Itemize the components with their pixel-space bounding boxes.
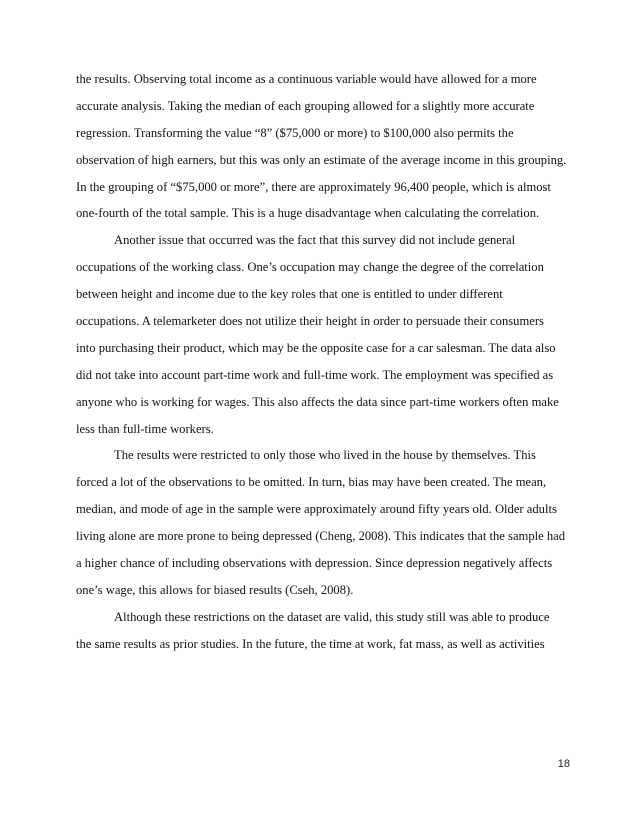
text-line: median, and mode of age in the sample were approximately around fifty years old. Older adults [76,502,557,517]
text-line: living alone are more prone to being depressed (Cheng, 2008). This indicates that the sample had [76,529,566,544]
text-line: observation of high earners, but this was only an estimate of the average income in this grouping. [76,152,567,167]
text-line: one’s wage, this allows for biased results (Cseh, 2008). [76,582,354,597]
text-line: occupations of the working class. One’s occupation may change the degree of the correlation [76,260,544,275]
text-line: the same results as prior studies. In the future, the time at work, fat mass, as well as activities [76,636,545,651]
text-line: regression. Transforming the value “8” ($75,000 or more) to $100,000 also permits the [76,125,514,140]
text-line: one-fourth of the total sample. This is a huge disadvantage when calculating the correlation. [76,206,540,221]
text-line: into purchasing their product, which may be the opposite case for a car salesman. The data also [76,340,556,355]
text-line: less than full-time workers. [76,421,214,436]
paragraph-start-line: The results were restricted to only those who lived in the house by themselves. This [114,448,536,463]
text-line: between height and income due to the key roles that one is entitled to under different [76,287,503,302]
page-number: 18 [557,758,570,770]
text-line: the results. Observing total income as a continuous variable would have allowed for a more [76,72,537,86]
text-line: accurate analysis. Taking the median of each grouping allowed for a slightly more accurate [76,98,535,113]
text-line: forced a lot of the observations to be omitted. In turn, bias may have been created. The mean, [76,475,547,490]
paragraph-start-line: Another issue that occurred was the fact that this survey did not include general [114,233,516,248]
text-line: did not take into account part-time work and full-time work. The employment was specified as [76,367,554,382]
text-line: occupations. A telemarketer does not utilize their height in order to persuade their consumers [76,314,544,329]
paragraph-start-line: Although these restrictions on the dataset are valid, this study still was able to produce [114,609,550,624]
body-text [76,66,566,658]
text-line: anyone who is working for wages. This also affects the data since part-time workers often make [76,394,559,409]
text-line: a higher chance of including observations with depression. Since depression negatively affects [76,556,553,571]
text-line: In the grouping of “$75,000 or more”, there are approximately 96,400 people, which is almost [76,179,551,194]
